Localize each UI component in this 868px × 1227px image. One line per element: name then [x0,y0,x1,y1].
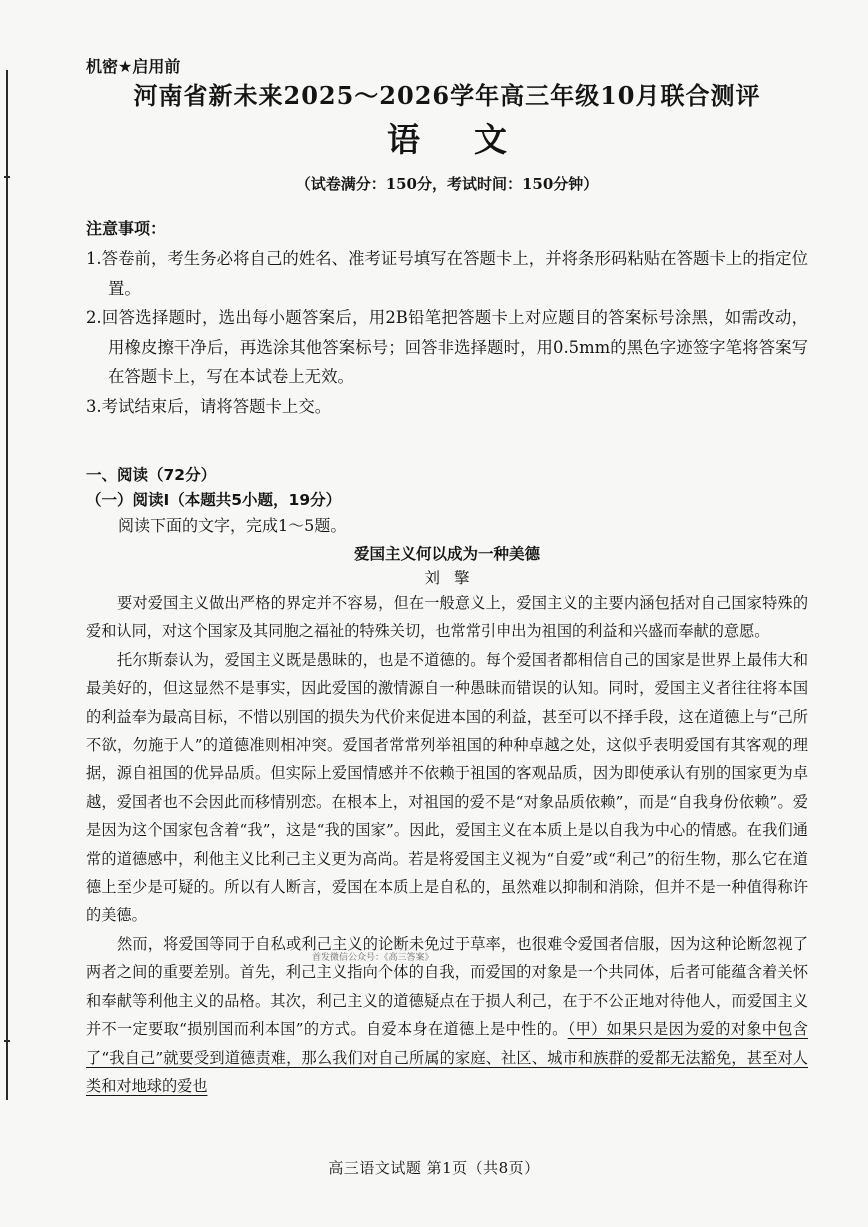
exam-title: 河南省新未来2025～2026学年高三年级10月联合测评 [133,81,761,110]
article-paragraph: 托尔斯泰认为，爱国主义既是愚昧的，也是不道德的。每个爱国者都相信自己的国家是世界上最伟大和最美好的，但这显然不是事实，因此爱国的激情源自一种愚昧而错误的认知。同时，爱国主义者往往将本国的利益奉为最高目标，不惜以别国的损失为代价来促进本国的利益，甚至可以不择手段，这在道德上与“己所不欲，勿施于人”的道德准则相冲突。爱国者常常列举祖国的种种卓越之处，这似乎表明爱国有其客观的理据，源自祖国的优异品质。但实际上爱国情感并不依赖于祖国的客观品质，因为即使承认有别的国家更为卓越，爱国者也不会因此而移情别恋。在根本上，对祖国的爱不是“对象品质依赖”，而是“自我身份依赖”。爱是因为这个国家包含着“我”，这是“我的国家”。因此，爱国主义在本质上是以自我为中心的情感。在我们通常的道德感中，利他主义比利己主义更为高尚。若是将爱国主义视为“自爱”或“利己”的衍生物，那么它在道德上至少是可疑的。所以有人断言，爱国在本质上是自私的，虽然难以抑制和消除，但并不是一种值得称许的美德。 [86,650,808,925]
binding-margin-tick [4,176,10,178]
notice-heading: 注意事项： [86,219,167,238]
underlined-passage-jia: （甲）如果只是因为爱的对象中包含了“我自己”就要受到道德责难，那么我们对自己所属的家庭、社区、城市和族群的爱都无法豁免，甚至对人类和对地球的爱也 [86,1020,808,1095]
confidential-mark: 机密★启用前 [86,57,181,76]
subject-title: 语文 [387,120,561,159]
article-author: 刘擎 [424,569,484,587]
paragraph-text: 然而，将爱国等同于自私或利己主义的论断未免过于草率，也很难令爱国者信服，因为这种论断忽视了两者之间的重要差别。首先，利己主义指向个体的自我，而爱国的对象是一个共同体，后者可能蕴含着关怀和奉献等利他主义的品格。其次，利己主义的道德疑点在于损人利己，在于不公正地对待他人，而爱国主义并不一定要取“损别国而利本国”的方式。自爱本身在道德上是中性的。 [86,934,808,1039]
section-heading: 一、阅读（72分） [86,466,217,484]
article-paragraph [86,930,808,1100]
subsection-heading: （一）阅读Ⅰ（本题共5小题，19分） [86,491,342,509]
article-body [86,589,808,1100]
exam-page [86,56,808,1100]
reading-instruction: 阅读下面的文字，完成1～5题。 [118,516,347,535]
notice-item: 1.答卷前，考生务必将自己的姓名、准考证号填写在答题卡上，并将条形码粘贴在答题卡上的指定位置。 [86,249,808,298]
page-footer: 高三语文试题 第1页（共8页） [328,1159,540,1177]
article-paragraph: 要对爱国主义做出严格的界定并不容易，但在一般意义上，爱国主义的主要内涵包括对自己国家特殊的爱和认同，对这个国家及其同胞之福祉的特殊关切，也常常引申出为祖国的利益和兴盛而奉献的意愿。 [86,594,808,641]
notice-item: 3.考试结束后，请将答题卡上交。 [86,396,332,416]
article-title: 爱国主义何以成为一种美德 [353,545,540,563]
binding-margin-line [6,70,8,1100]
watermark-text: 首发微信公众号：《高三答案》 [312,953,434,963]
binding-margin-tick [4,1040,10,1042]
notice-list [86,244,808,421]
exam-info: （试卷满分：150分，考试时间：150分钟） [295,175,599,193]
notice-item: 2.回答选择题时，选出每小题答案后，用2B铅笔把答题卡上对应题目的答案标号涂黑，如需改动，用橡皮擦干净后，再选涂其他答案标号；回答非选择题时，用0.5mm的黑色字迹签字笔将答案写在答题卡上，写在本试卷上无效。 [86,308,808,386]
